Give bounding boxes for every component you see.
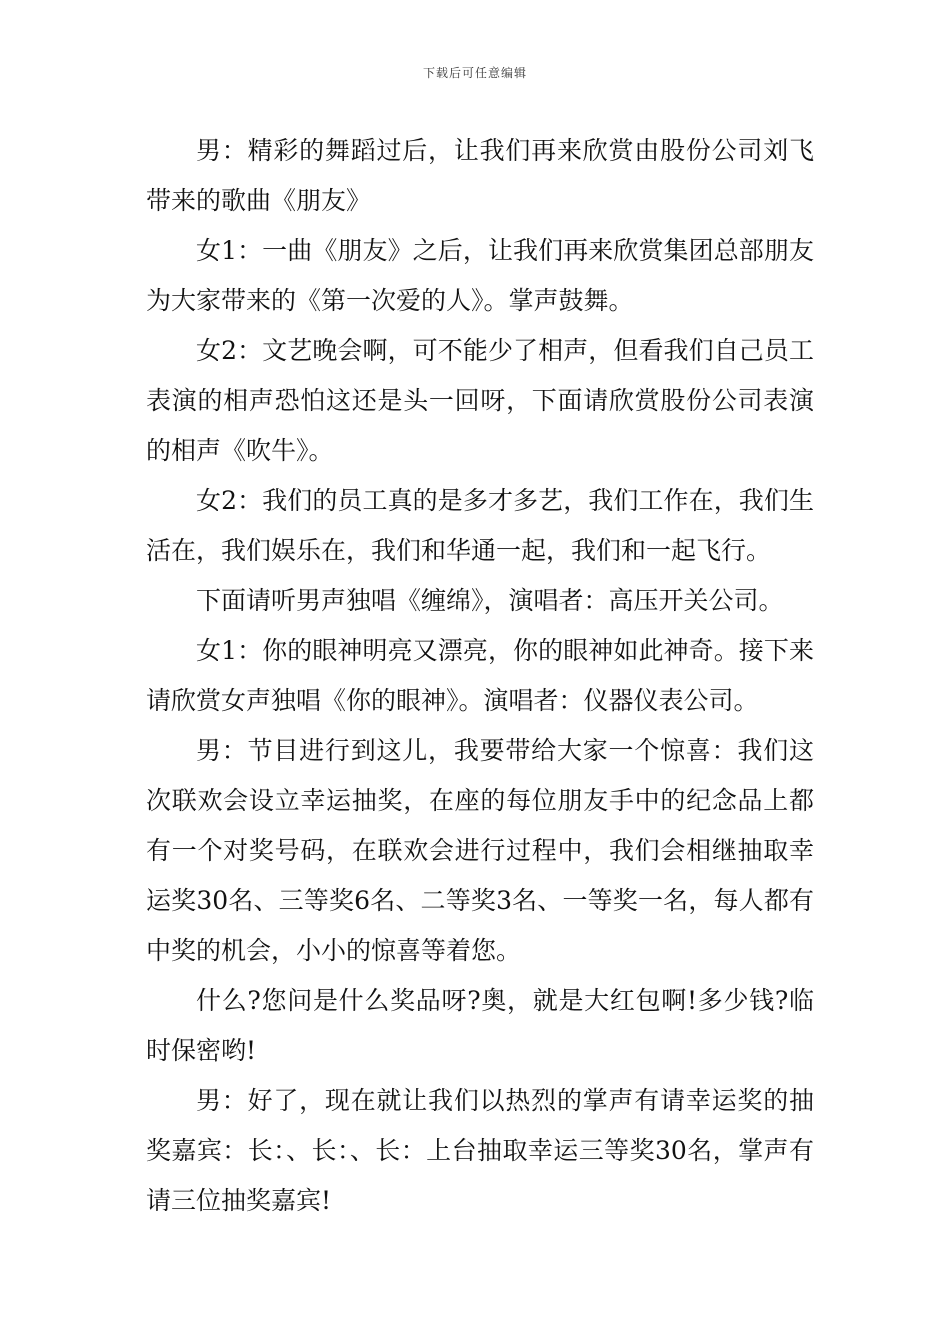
paragraph-3: 女2：文艺晚会啊，可不能少了相声，但看我们自己员工表演的相声恐怕这还是头一回呀，下面请欣赏股份公司表演的相声《吹牛》。 — [146, 336, 814, 465]
paragraph-2: 女1：一曲《朋友》之后，让我们再来欣赏集团总部朋友为大家带来的《第一次爱的人》。掌声鼓舞。 — [146, 236, 814, 315]
paragraph-4: 女2：我们的员工真的是多才多艺，我们工作在，我们生活在，我们娱乐在，我们和华通一起，我们和一起飞行。 — [146, 486, 814, 565]
paragraph-8: 什么?您问是什么奖品呀?奥，就是大红包啊!多少钱?临时保密哟! — [146, 986, 814, 1065]
paragraph-6: 女1：你的眼神明亮又漂亮，你的眼神如此神奇。接下来请欣赏女声独唱《你的眼神》。演唱者：仪器仪表公司。 — [146, 636, 814, 715]
paragraph-1: 男：精彩的舞蹈过后，让我们再来欣赏由股份公司刘飞带来的歌曲《朋友》 — [146, 136, 814, 215]
page-header: 下载后可任意编辑 — [422, 66, 527, 80]
paragraph-5: 下面请听男声独唱《缠绵》，演唱者：高压开关公司。 — [196, 586, 784, 615]
document-body — [146, 126, 814, 1226]
paragraph-9: 男：好了，现在就让我们以热烈的掌声有请幸运奖的抽奖嘉宾：长：、长：、长：上台抽取幸运三等奖30名，掌声有请三位抽奖嘉宾! — [146, 1086, 814, 1215]
paragraph-7: 男：节目进行到这儿，我要带给大家一个惊喜：我们这次联欢会设立幸运抽奖，在座的每位朋友手中的纪念品上都有一个对奖号码，在联欢会进行过程中，我们会相继抽取幸运奖30名、三等奖6名、二等奖3名、一等奖一名，每人都有中奖的机会，小小的惊喜等着您。 — [146, 736, 814, 965]
